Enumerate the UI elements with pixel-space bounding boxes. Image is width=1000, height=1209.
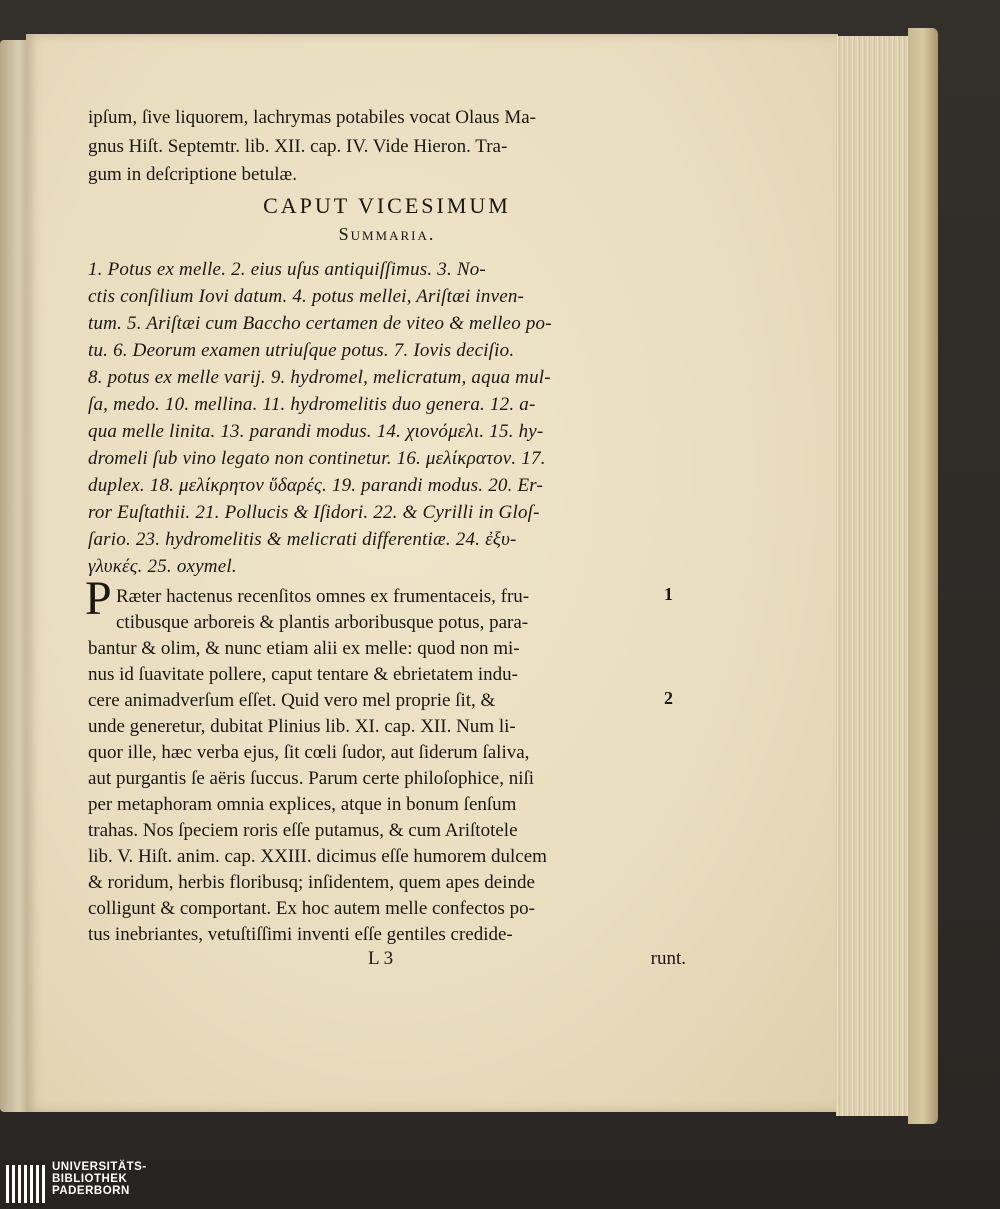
body-line: nus id ſuavitate pollere, caput tentare & ebrietatem indu-	[88, 664, 518, 685]
catchword: runt.	[650, 948, 686, 969]
body-line: lib. V. Hiſt. anim. cap. XXIII. dicimus eſſe humorem dulcem	[88, 846, 547, 867]
library-footer-bar	[0, 1160, 1000, 1209]
body-line: unde generetur, dubitat Plinius lib. XI. cap. XII. Num li-	[88, 716, 516, 737]
body-line: cere animadverſum eſſet. Quid vero mel proprie ſit, &	[88, 690, 496, 711]
logo-line: PADERBORN	[52, 1185, 130, 1197]
text-line: gum in deſcriptione betulæ.	[88, 164, 297, 185]
summary-line: dromeli ſub vino legato non continetur. 16. μελίκρατον. 17.	[88, 448, 546, 469]
body-line: tus inebriantes, vetuſtiſſimi inventi eſſe gentiles credide-	[88, 924, 513, 945]
chapter-heading: CAPUT VICESIMUM	[263, 193, 511, 218]
body-line: aut purgantis ſe aëris ſuccus. Parum certe philoſophice, niſi	[88, 768, 535, 789]
text-line: ipſum, ſive liquorem, lachrymas potabiles vocat Olaus Ma-	[88, 107, 536, 128]
summary-line: tum. 5. Ariſtæi cum Baccho certamen de viteo & melleo po-	[88, 313, 552, 334]
summary-line: 8. potus ex melle varij. 9. hydromel, melicratum, aqua mul-	[88, 367, 551, 388]
body-line: quor ille, hæc verba ejus, ſit cœli ſudor, aut ſiderum ſaliva,	[88, 742, 530, 763]
summary-line: 1. Potus ex melle. 2. eius uſus antiquiſſimus. 3. No-	[88, 259, 486, 280]
summary-line: qua melle linita. 13. parandi modus. 14. χιονόμελι. 15. hy-	[88, 421, 544, 442]
summary-line: ſa, medo. 10. mellina. 11. hydromelitis duo genera. 12. a-	[88, 394, 536, 415]
body-line: & roridum, herbis floribusq; inſidentem, quem apes deinde	[88, 872, 535, 893]
left-page-edge	[0, 40, 26, 1112]
summary-line: ctis conſilium Iovi datum. 4. potus mellei, Ariſtæi inven-	[88, 286, 525, 307]
body-line: Ræter hactenus recenſitos omnes ex frumentaceis, fru-	[116, 586, 530, 607]
body-line: trahas. Nos ſpeciem roris eſſe putamus, & cum Ariſtotele	[88, 820, 518, 841]
library-logo-icon	[4, 1161, 46, 1207]
drop-capital: P	[85, 572, 112, 625]
summary-line: ſario. 23. hydromelitis & melicrati differentiæ. 24. ἐξυ-	[88, 529, 517, 550]
book-cover-edge	[908, 28, 938, 1124]
page-fore-edge	[836, 36, 912, 1116]
summary-line: γλυκές. 25. oxymel.	[88, 556, 237, 577]
logo-line: BIBLIOTHEK	[52, 1173, 128, 1185]
body-line: bantur & olim, & nunc etiam alii ex melle: quod non mi-	[88, 638, 520, 659]
body-line: per metaphoram omnia explices, atque in bonum ſenſum	[88, 794, 517, 815]
summary-heading: Summaria.	[338, 224, 436, 244]
signature-mark: L 3	[368, 948, 394, 969]
logo-line: UNIVERSITÄTS-	[52, 1161, 147, 1173]
margin-number: 2	[664, 688, 673, 708]
margin-number: 1	[664, 584, 673, 604]
text-line: gnus Hiſt. Septemtr. lib. XII. cap. IV. Vide Hieron. Tra-	[88, 136, 508, 157]
library-logo-text[interactable]	[52, 1161, 147, 1197]
summary-line: tu. 6. Deorum examen utriuſque potus. 7. Iovis deciſio.	[88, 340, 515, 361]
summary-line: ror Euſtathii. 21. Pollucis & Iſidori. 22. & Cyrilli in Gloſ-	[88, 502, 540, 523]
body-line: colligunt & comportant. Ex hoc autem melle confectos po-	[88, 898, 535, 919]
body-line: ctibusque arboreis & plantis arboribusque potus, para-	[116, 612, 529, 633]
summary-line: duplex. 18. μελίκρητον ὕδαρές. 19. parandi modus. 20. Er-	[88, 475, 544, 496]
